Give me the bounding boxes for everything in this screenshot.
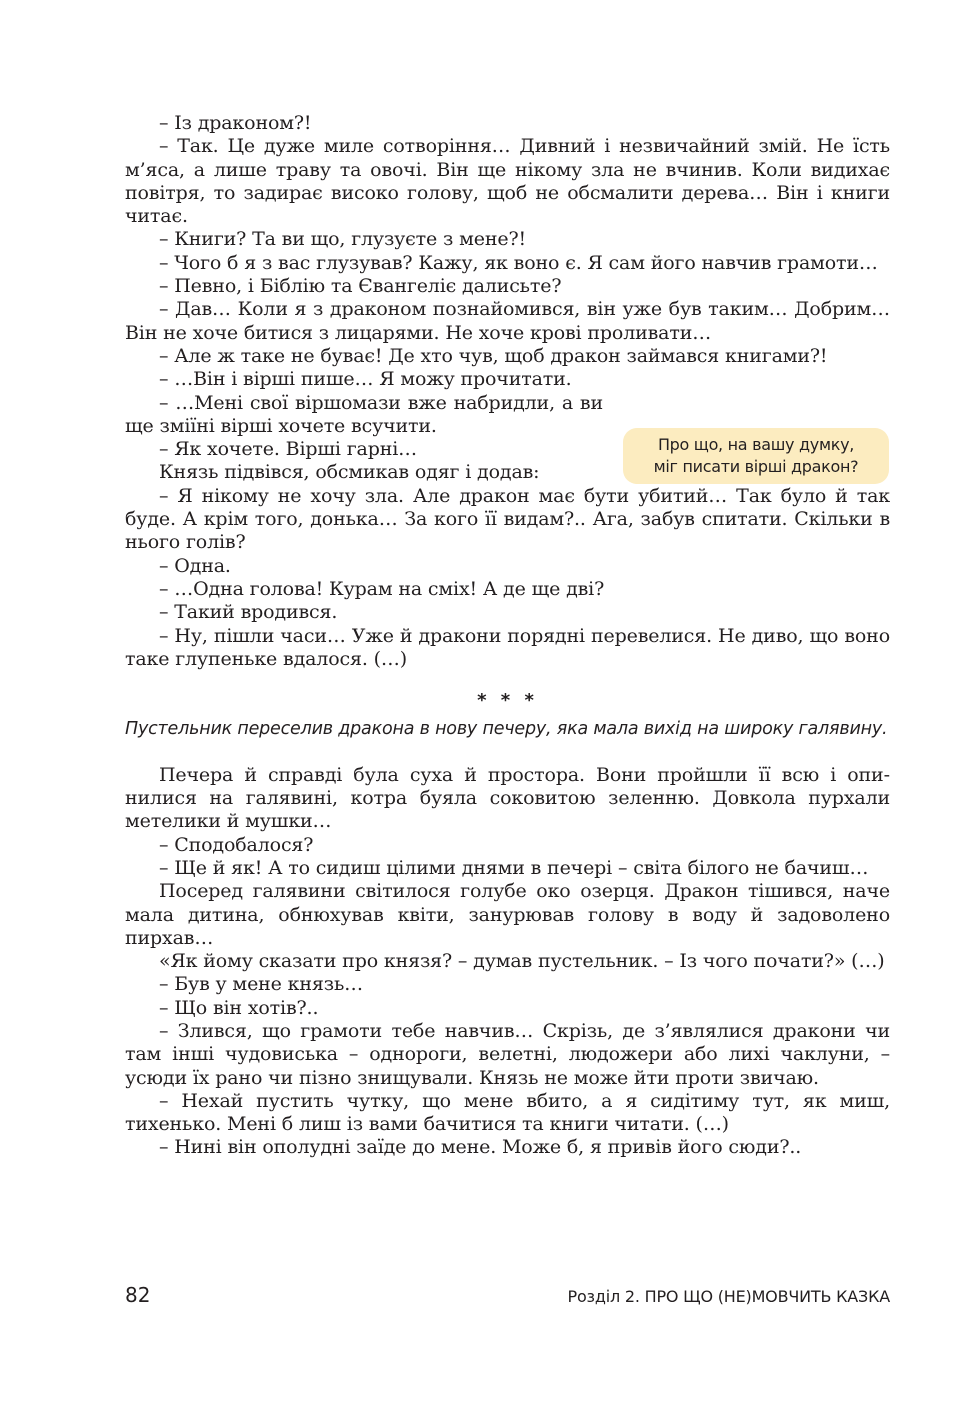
section-title: Розділ 2. ПРО ЩО (НЕ)МОВЧИТЬ КАЗКА <box>567 1287 890 1306</box>
paragraph: «Як йому сказати про князя? – думав пустельник. – Із чого почати?» (…) <box>159 950 885 973</box>
paragraph: – Нехай пустить чутку, що мене вбито, а я сидітиму тут, як миш, тихенько. Мені б лиш із вами бачитися та книги читати. (…) <box>125 1089 890 1136</box>
paragraph: – Але ж таке не буває! Де хто чув, щоб дракон займався книгами?! <box>159 344 828 367</box>
paragraph: – Як хочете. Вірші гарні… <box>159 438 418 461</box>
paragraph: – …Одна голова! Курам на сміх! А де ще дві? <box>159 577 605 600</box>
paragraph: – Книги? Та ви що, глузуєте з мене?! <box>159 228 526 251</box>
paragraph: – …Мені свої віршомази вже набридли, а ви ще зміїні вірші хочете всучити. <box>125 391 603 437</box>
callout-line-1: Про що, на вашу думку, <box>657 435 855 454</box>
paragraph: – Одна. <box>159 554 231 577</box>
paragraph: Князь підвівся, обсмикав одяг і додав: <box>159 461 540 484</box>
italic-summary-note: Пустельник переселив дракона в нову печеру, яка мала вихід на широку галявину. <box>125 719 888 740</box>
paragraph: Посеред галявини світилося голубе око озерця. Дракон тішився, наче мала дитина, обнюхував квіти, занурював голову в воду й задоволено пирхав… <box>125 880 890 949</box>
paragraph: – Ще й як! А то сидиш цілими днями в печері – світа білого не бачиш… <box>159 856 869 879</box>
paragraph: – Злився, що грамоти тебе навчив… Скрізь, де з’являлися дракони чи там інші чудовиська – однороги, велетні, людожери або лихі чаклуни, – усюди їх рано чи пізно знищували. Князь не може йти проти звичаю. <box>125 1019 890 1089</box>
section-separator: * * * <box>477 690 538 712</box>
paragraph: – Так. Це дуже миле сотворіння… Дивний і незвичайний змій. Не їсть м’яса, а лише траву та овочі. Він ще нікому зла не вчинив. Коли видихає повітря, то задирає високо голову, щоб не обсмалити дерева… Він і книги читає. <box>125 135 890 228</box>
paragraph: – Був у мене князь… <box>159 973 363 996</box>
callout-line-2: міг писати вірші дракон? <box>653 457 859 476</box>
paragraph: – Нині він ополудні заїде до мене. Може б, я привів його сюди?.. <box>159 1136 802 1159</box>
paragraph: – Такий вродився. <box>159 601 338 624</box>
paragraph: Печера й справді була суха й простора. Вони пройшли її всю і опинилися на галявині, котра буяла соковитою зеленню. Довкола пурхали метелики й мушки… <box>125 763 890 833</box>
paragraph: – Дав… Коли я з драконом познайомився, він уже був таким… Добрим… Він не хоче битися з лицарями. Не хоче крові проливати… <box>125 298 890 344</box>
question-callout <box>623 428 889 484</box>
page-number: 82 <box>125 1283 151 1307</box>
paragraph: – Я нікому не хочу зла. Але дракон має бути убитий… Так було й так буде. А крім того, донька… За кого її видам?.. Ага, забув спитати. Скільки в нього голів? <box>125 484 890 554</box>
paragraph: – Ну, пішли часи… Уже й дракони порядні перевелися. Не диво, що воно таке глупеньке вдалося. (…) <box>125 624 890 670</box>
paragraph: – Із драконом?! <box>159 112 312 134</box>
page-footer <box>125 1283 890 1307</box>
paragraph: – Сподобалося? <box>159 833 314 856</box>
page-body <box>125 112 890 1160</box>
paragraph: – Чого б я з вас глузував? Кажу, як воно є. Я сам його навчив грамоти… <box>159 251 878 274</box>
paragraph: – …Він і вірші пише… Я можу прочитати. <box>159 368 572 391</box>
paragraph: – Певно, і Біблію та Євангеліє далисьте? <box>159 275 562 298</box>
paragraph: – Що він хотів?.. <box>159 996 319 1019</box>
